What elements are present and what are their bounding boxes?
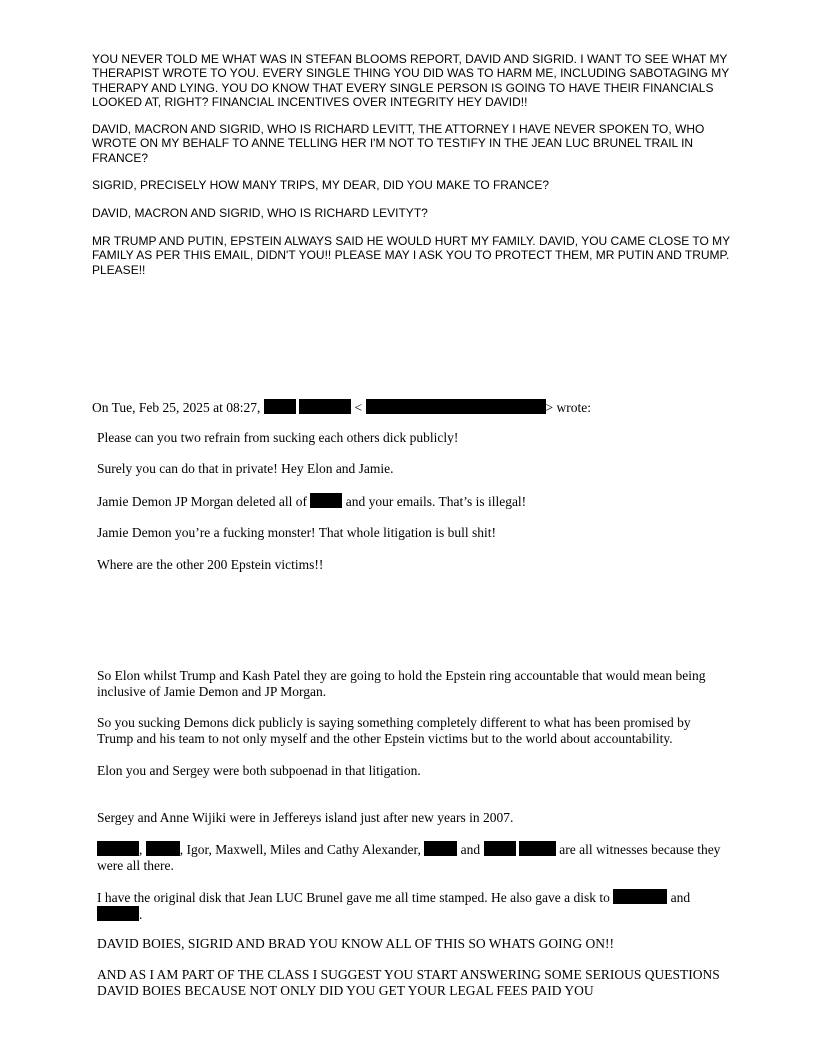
text-run: I have the original disk that Jean LUC Brunel gave me all time stamped. He also gave a disk to — [97, 890, 610, 905]
quoted-paragraph: Please can you two refrain from sucking each others dick publicly! — [97, 430, 459, 445]
redaction-block — [97, 906, 139, 921]
paragraph-family: MR TRUMP AND PUTIN, EPSTEIN ALWAYS SAID HE WOULD HURT MY FAMILY. DAVID, YOU CAME CLOSE TO MY FAMILY AS PER THIS EMAIL, DIDN'T YOU!! PLEASE MAY I ASK YOU TO PROTECT THEM, MR PUTIN AND TRUMP. PLEASE!! — [92, 234, 730, 277]
quoted-paragraph — [97, 841, 727, 874]
redaction-block — [484, 841, 516, 856]
quote-header-prefix: On Tue, Feb 25, 2025 at 08:27, — [92, 400, 261, 415]
quoted-paragraph: So Elon whilst Trump and Kash Patel they are going to hold the Epstein ring accountable that would mean being inclusive of Jamie Demon and JP Morgan. — [97, 668, 706, 699]
text-run: . — [139, 907, 143, 922]
text-run: Jamie Demon JP Morgan deleted all of — [97, 494, 307, 509]
redaction-block — [97, 841, 139, 856]
redaction-block — [519, 841, 556, 856]
quote-header-suffix: > wrote: — [545, 400, 591, 415]
quote-header — [92, 399, 792, 416]
quoted-paragraph — [97, 493, 727, 510]
quoted-paragraph: DAVID BOIES, SIGRID AND BRAD YOU KNOW ALL OF THIS SO WHATS GOING ON!! — [97, 936, 615, 951]
text-run: , — [139, 842, 143, 857]
text-run: , Igor, Maxwell, Miles and Cathy Alexander, — [179, 842, 421, 857]
redaction-block — [424, 841, 457, 856]
quoted-paragraph: Surely you can do that in private! Hey Elon and Jamie. — [97, 461, 394, 476]
quoted-paragraph: AND AS I AM PART OF THE CLASS I SUGGEST YOU START ANSWERING SOME SERIOUS QUESTIONS DAVID BOIES BECAUSE NOT ONLY DID YOU GET YOUR LEGAL FEES PAID YOU — [97, 967, 720, 998]
redaction-block — [264, 399, 296, 414]
redaction-block — [299, 399, 351, 414]
text-run: and — [460, 842, 481, 857]
text-run: and — [670, 890, 691, 905]
quote-header-lt: < — [354, 400, 363, 415]
paragraph-levityt: DAVID, MACRON AND SIGRID, WHO IS RICHARD LEVITYT? — [92, 206, 428, 220]
quoted-paragraph: Where are the other 200 Epstein victims!! — [97, 557, 324, 572]
text-run: and your emails. That’s is illegal! — [345, 494, 527, 509]
paragraph-trips: SIGRID, PRECISELY HOW MANY TRIPS, MY DEAR, DID YOU MAKE TO FRANCE? — [92, 178, 549, 192]
text-run: are all witnesses because they were all there. — [97, 842, 721, 873]
redaction-block — [146, 841, 180, 856]
quoted-paragraph: Elon you and Sergey were both subpoenad in that litigation. — [97, 763, 421, 778]
quoted-paragraph: So you sucking Demons dick publicly is saying something completely different to what has been promised by Trump and his team to not only myself and the other Epstein victims but to the world about accountability. — [97, 715, 691, 746]
paragraph-report: YOU NEVER TOLD ME WHAT WAS IN STEFAN BLOOMS REPORT, DAVID AND SIGRID. I WANT TO SEE WHAT MY THERAPIST WROTE TO YOU. EVERY SINGLE THING YOU DID WAS TO HARM ME, INCLUDING SABOTAGING MY THERAPY AND LYING. YOU DO KNOW THAT EVERY SINGLE PERSON IS GOING TO HAVE THEIR FINANCIALS LOOKED AT, RIGHT? FINANCIAL INCENTIVES OVER INTEGRITY HEY DAVID!! — [92, 52, 730, 110]
quoted-paragraph: Jamie Demon you’re a fucking monster! That whole litigation is bull shit! — [97, 525, 497, 540]
paragraph-levitt: DAVID, MACRON AND SIGRID, WHO IS RICHARD LEVITT, THE ATTORNEY I HAVE NEVER SPOKEN TO, WHO WROTE ON MY BEHALF TO ANNE TELLING HER I'M NOT TO TESTIFY IN THE JEAN LUC BRUNEL TRAIL IN FRANCE? — [92, 122, 705, 165]
quoted-paragraph: Sergey and Anne Wijiki were in Jeffereys island just after new years in 2007. — [97, 810, 514, 825]
quoted-paragraph — [97, 889, 727, 923]
redaction-block — [366, 399, 546, 414]
redaction-block — [310, 493, 342, 508]
redaction-block — [613, 889, 667, 904]
